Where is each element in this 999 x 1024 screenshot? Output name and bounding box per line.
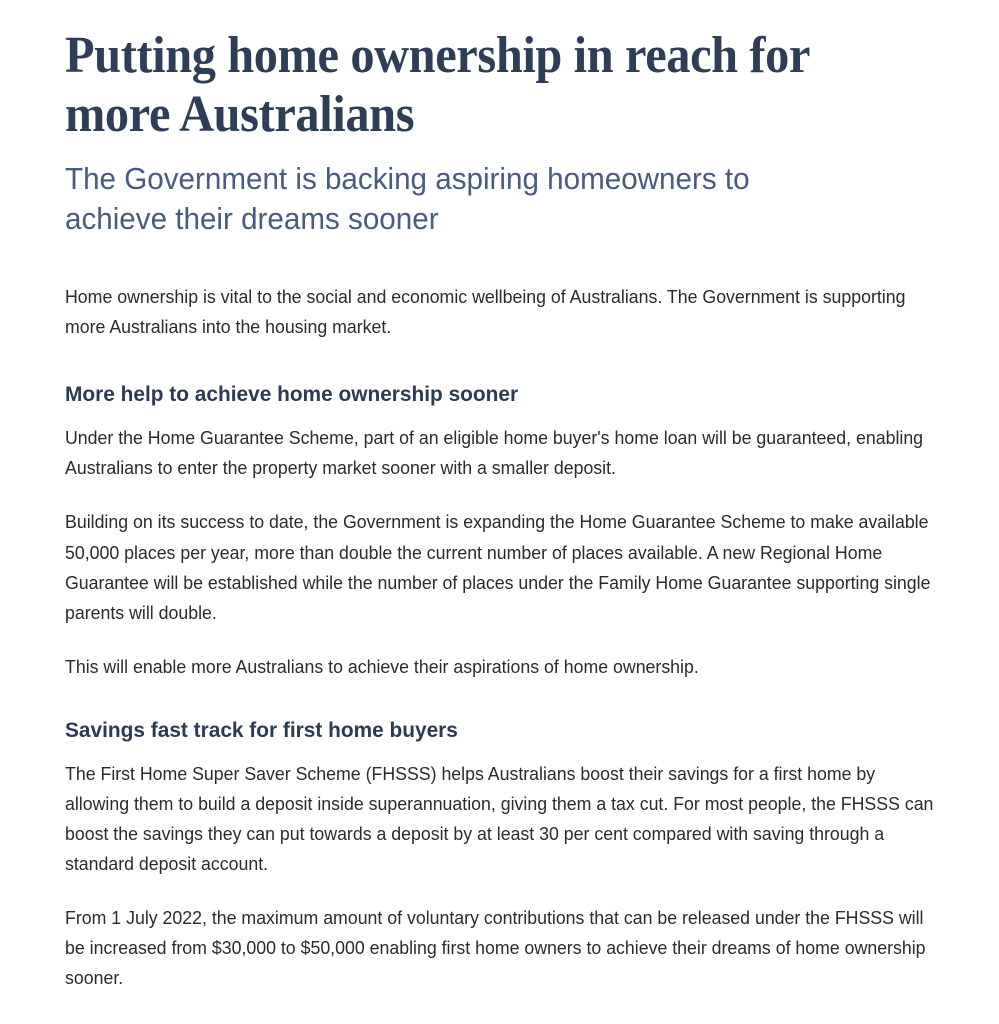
section-paragraph: The First Home Super Saver Scheme (FHSSS) helps Australians boost their savings for a first home by allowing them to build a deposit inside superannuation, giving them a tax cut. For most people, the FHSSS can boost the savings they can put towards a deposit by at least 30 per cent compared with saving through a standard deposit account. <box>65 763 934 874</box>
section-paragraph: Building on its success to date, the Government is expanding the Home Guarantee Scheme to make available 50,000 places per year, more than double the current number of places available. A new Regional Home Guarantee will be established while the number of places under the Family Home Guarantee supporting single parents will double. <box>65 512 931 623</box>
section-paragraph: This will enable more Australians to achieve their aspirations of home ownership. <box>65 656 699 677</box>
section-heading: Savings fast track for first home buyers <box>65 717 458 742</box>
section-paragraph: Under the Home Guarantee Scheme, part of an eligible home buyer's home loan will be guaranteed, enabling Australians to enter the property market sooner with a smaller deposit. <box>65 428 924 479</box>
section-heading: More help to achieve home ownership sooner <box>65 382 519 407</box>
intro-section <box>65 282 966 342</box>
document-content <box>65 26 966 993</box>
page-title: Putting home ownership in reach for more Australians <box>65 27 810 144</box>
section-savings-fast-track <box>65 716 966 993</box>
page-subtitle: The Government is backing aspiring homeowners to achieve their dreams sooner <box>65 160 750 237</box>
intro-paragraph: Home ownership is vital to the social and economic wellbeing of Australians. The Government is supporting more Australians into the housing market. <box>65 287 906 338</box>
section-home-ownership <box>65 380 966 681</box>
section-paragraph: From 1 July 2022, the maximum amount of voluntary contributions that can be released under the FHSSS will be increased from $30,000 to $50,000 enabling first home owners to achieve their dreams of home ownership sooner. <box>65 907 926 988</box>
